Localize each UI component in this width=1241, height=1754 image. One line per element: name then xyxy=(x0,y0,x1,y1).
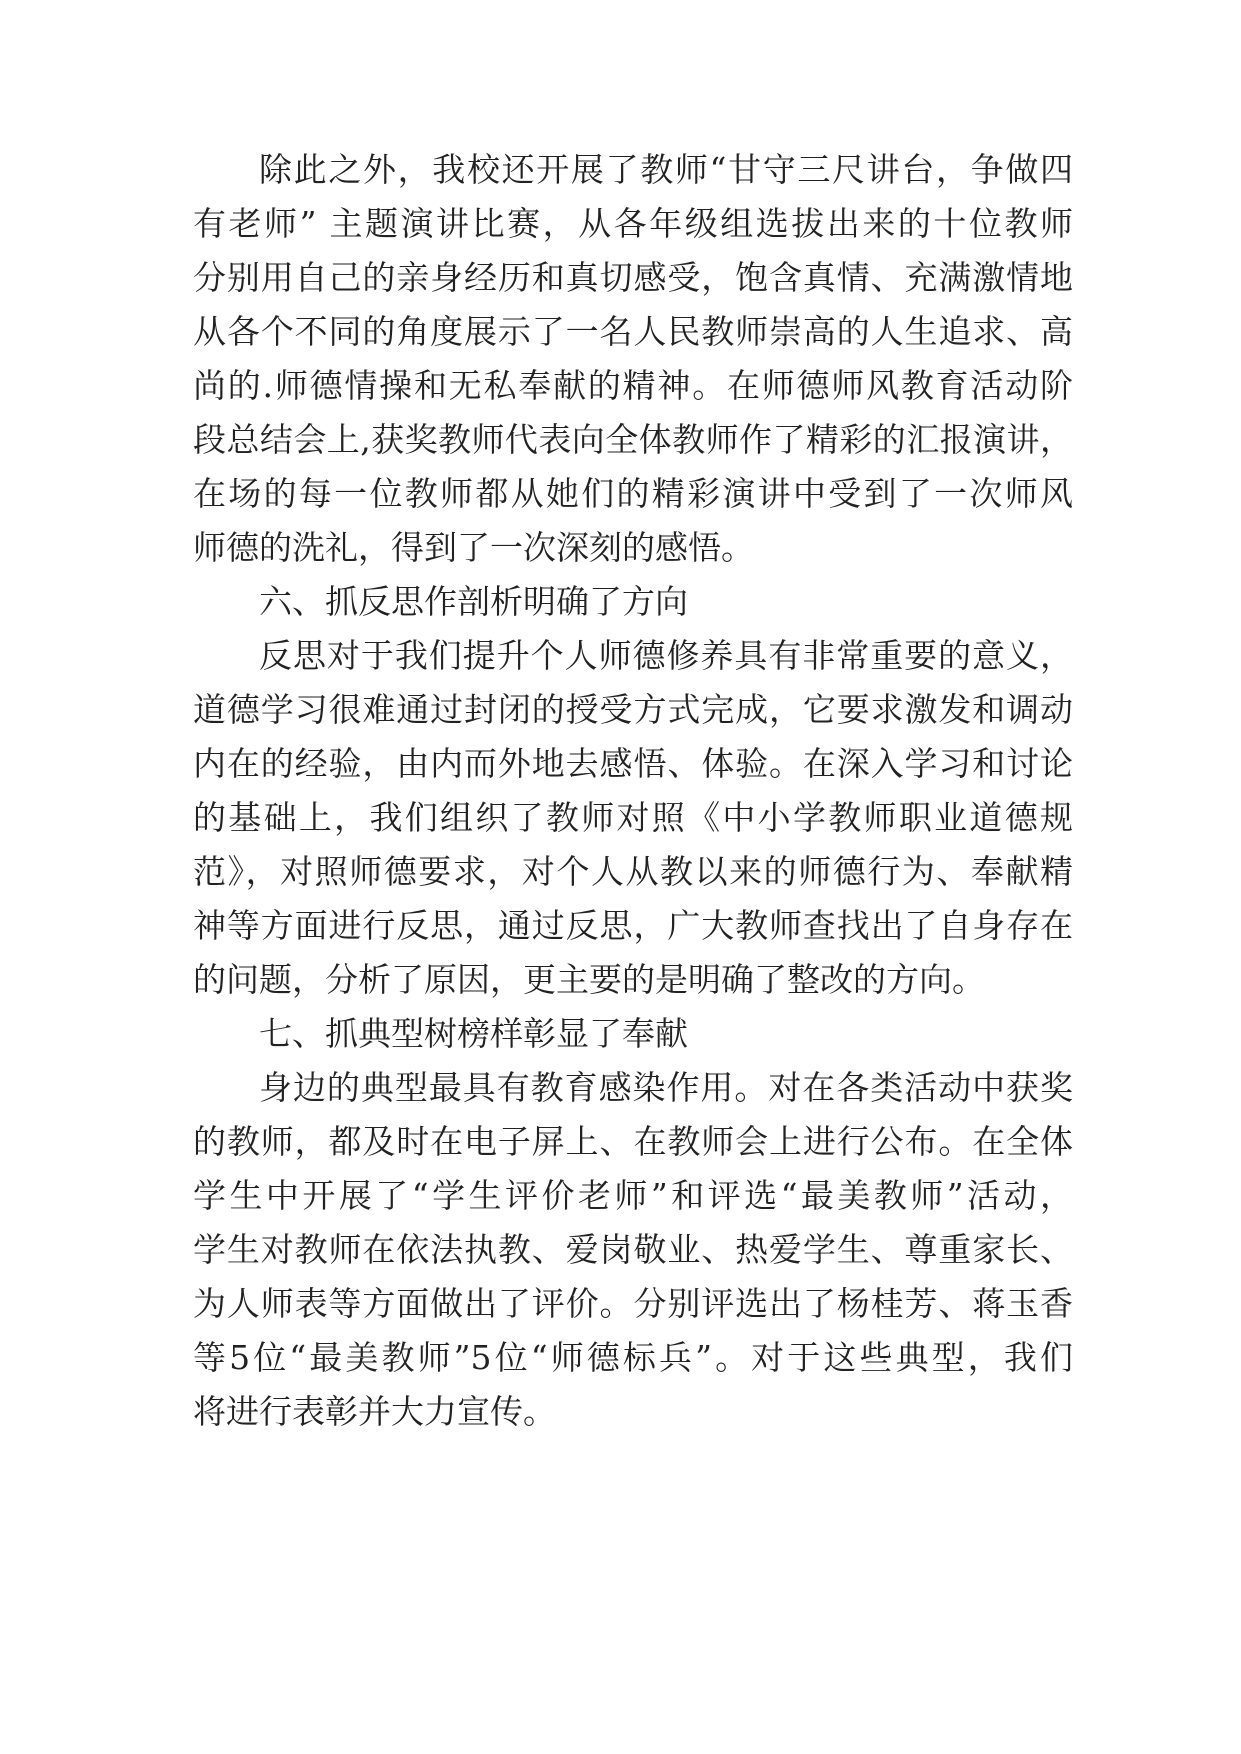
paragraph-line: 身边的典型最具有教育感染作用。对在各类活动中获奖 xyxy=(259,1068,1073,1107)
paragraph-line: 范》，对照师德要求，对个人从教以来的师德行为、奉献精 xyxy=(193,852,1073,891)
paragraph-line: 反思对于我们提升个人师德修养具有非常重要的意义， xyxy=(259,636,1073,675)
paragraph-line: 的基础上，我们组织了教师对照《中小学教师职业道德规 xyxy=(193,798,1073,837)
paragraph-line: 分别用自己的亲身经历和真切感受，饱含真情、充满激情地 xyxy=(193,258,1073,297)
paragraph-line: 师德的洗礼，得到了一次深刻的感悟。 xyxy=(193,528,754,567)
paragraph-line: 的教师，都及时在电子屏上、在教师会上进行公布。在全体 xyxy=(193,1122,1073,1161)
paragraph-line: 道德学习很难通过封闭的授受方式完成，它要求激发和调动 xyxy=(193,690,1073,729)
paragraph-line: 为人师表等方面做出了评价。分别评选出了杨桂芳、蒋玉香 xyxy=(193,1284,1073,1323)
paragraph-line: 尚的.师德情操和无私奉献的精神。在师德师风教育活动阶 xyxy=(193,366,1073,405)
paragraph-line: 神等方面进行反思，通过反思，广大教师查找出了自身存在 xyxy=(193,906,1073,945)
paragraph-line: 除此之外，我校还开展了教师“甘守三尺讲台，争做四 xyxy=(259,150,1073,189)
section-heading: 七、抓典型树榜样彰显了奉献 xyxy=(259,1014,688,1053)
paragraph-line: 学生对教师在依法执教、爱岗敬业、热爱学生、尊重家长、 xyxy=(193,1230,1073,1269)
section-heading: 六、抓反思作剖析明确了方向 xyxy=(259,582,688,621)
paragraph-line: 内在的经验，由内而外地去感悟、体验。在深入学习和讨论 xyxy=(193,744,1073,783)
paragraph-line: 的问题，分析了原因，更主要的是明确了整改的方向。 xyxy=(193,960,985,999)
paragraph-line: 等5位“最美教师”5位“师德标兵”。对于这些典型，我们 xyxy=(193,1338,1073,1377)
paragraph-line: 将进行表彰并大力宣传。 xyxy=(193,1392,556,1431)
paragraph-line: 从各个不同的角度展示了一名人民教师崇高的人生追求、高 xyxy=(193,312,1073,351)
paragraph-line: 有老师” 主题演讲比赛，从各年级组选拔出来的十位教师 xyxy=(193,204,1073,243)
paragraph-line: 在场的每一位教师都从她们的精彩演讲中受到了一次师风 xyxy=(193,474,1073,513)
paragraph-line: 学生中开展了“学生评价老师”和评选“最美教师”活动， xyxy=(193,1176,1073,1215)
paragraph-line: 段总结会上,获奖教师代表向全体教师作了精彩的汇报演讲， xyxy=(193,420,1073,459)
